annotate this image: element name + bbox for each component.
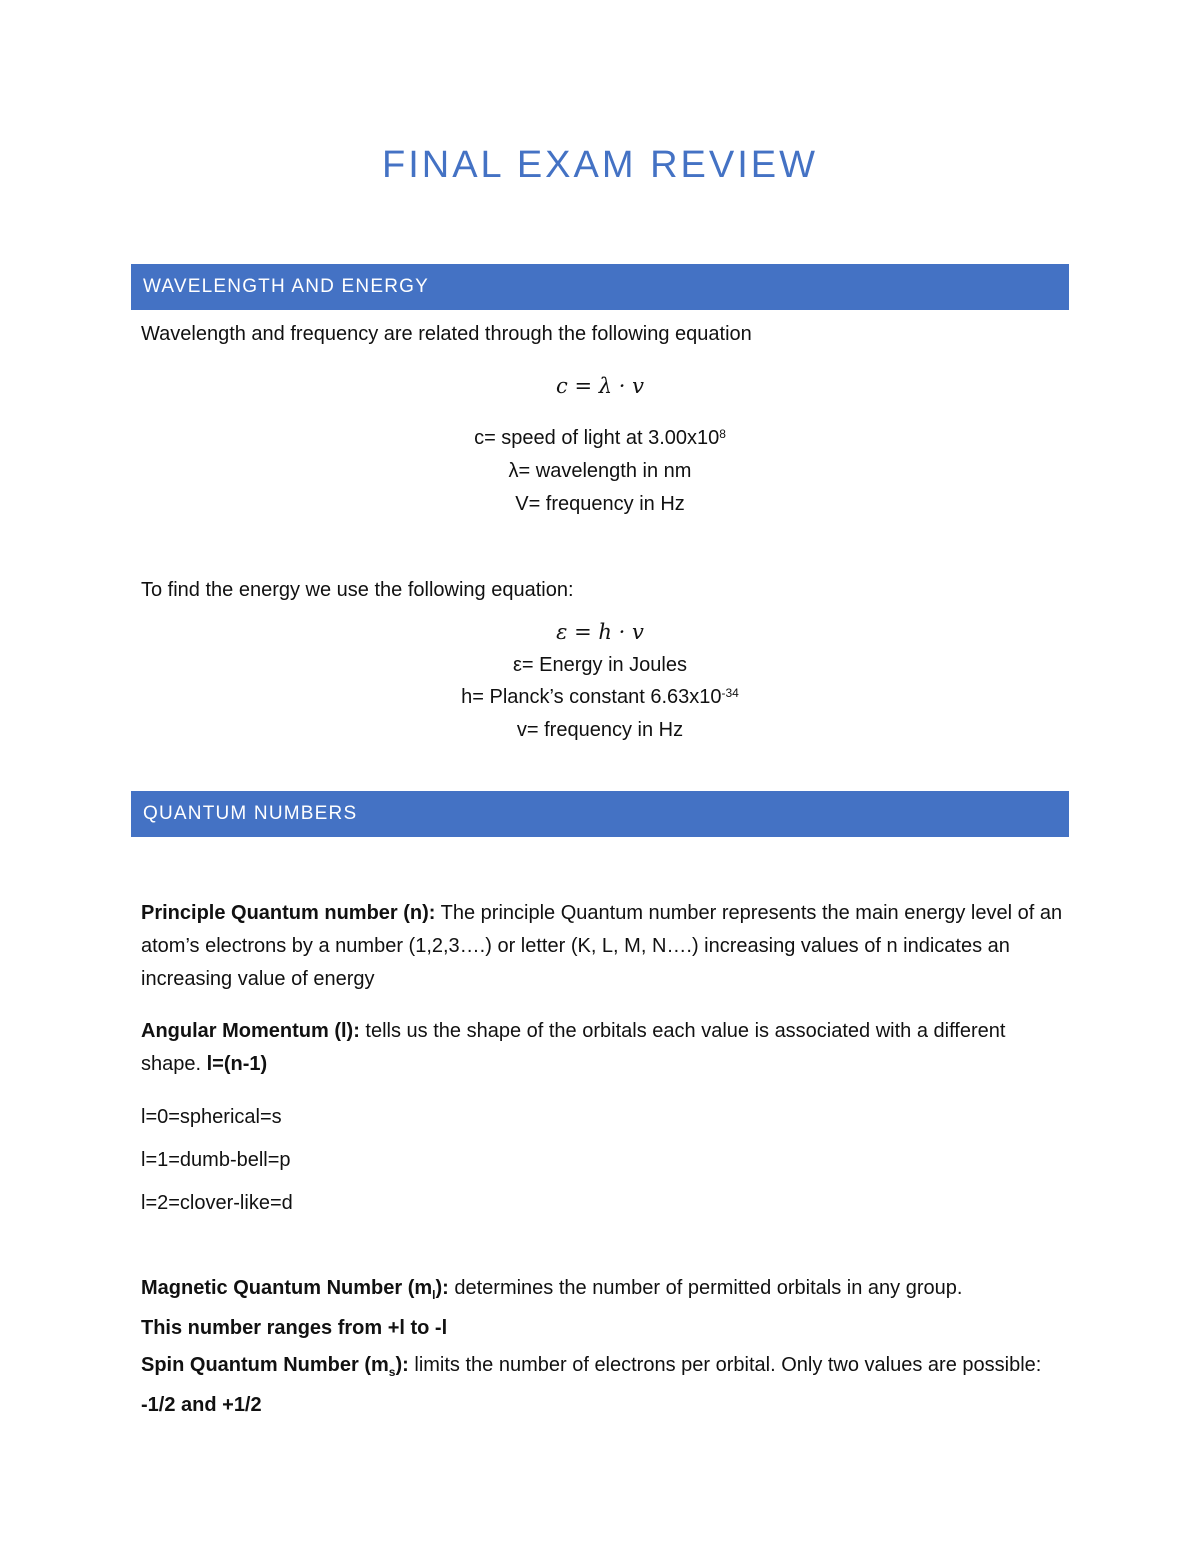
shape-item-p: l=1=dumb-bell=p (141, 1149, 291, 1171)
section-header-quantum-numbers: QUANTUM NUMBERS (131, 791, 1069, 837)
spin-quantum-text: limits the number of electrons per orbital. Only two values are possible: (408, 1354, 1042, 1376)
section-header-wavelength-energy: WAVELENGTH AND ENERGY (131, 264, 1069, 310)
principle-quantum-term: Principle Quantum number (n): (141, 902, 436, 924)
speed-of-light-equation: c = λ · v (556, 374, 644, 398)
spin-quantum-term (141, 1354, 409, 1379)
v-definition: V= frequency in Hz (515, 493, 685, 515)
energy-definition: ε= Energy in Joules (512, 654, 687, 676)
magnetic-term-a: Magnetic Quantum Number (m (141, 1277, 433, 1299)
page-title: FINAL EXAM REVIEW (382, 144, 818, 186)
spin-term-a: Spin Quantum Number (m (141, 1354, 389, 1376)
angular-momentum-term: Angular Momentum (l): (141, 1020, 360, 1042)
spin-quantum-paragraph (141, 1349, 1066, 1422)
spin-term-sub: s (388, 1365, 396, 1379)
planck-definition-text: h= Planck’s constant 6.63x10 (461, 686, 722, 708)
angular-momentum-paragraph (141, 1015, 1066, 1081)
energy-equation: ε = h · v (556, 620, 644, 644)
angular-momentum-text: tells us the shape of the orbitals each value is associated with a different shape. (141, 1020, 1006, 1075)
frequency-definition: v= frequency in Hz (516, 719, 684, 741)
angular-momentum-formula: l=(n-1) (206, 1053, 268, 1075)
magnetic-term-sub: l (432, 1288, 436, 1302)
planck-definition-exponent: -34 (721, 686, 739, 700)
principle-quantum-text: The principle Quantum number represents the main energy level of an atom’s electrons by a number (1,2,3….) or letter (K, L, M, N….) increasing values of n indicates an increasing value of energy (141, 902, 1063, 990)
planck-definition (0, 681, 1200, 714)
magnetic-quantum-text: determines the number of permitted orbitals in any group. (448, 1277, 963, 1299)
lambda-definition: λ= wavelength in nm (508, 460, 692, 482)
magnetic-term-b: ): (435, 1277, 449, 1299)
shape-item-s: l=0=spherical=s (141, 1106, 282, 1128)
magnetic-quantum-term (141, 1277, 449, 1302)
magnetic-quantum-paragraph (141, 1272, 1066, 1345)
c-definition-text: c= speed of light at 3.00x10 (474, 427, 720, 449)
c-definition (0, 422, 1200, 455)
spin-term-b: ): (395, 1354, 409, 1376)
wavelength-intro: Wavelength and frequency are related through the following equation (141, 323, 752, 345)
spin-quantum-values: -1/2 and +1/2 (141, 1394, 262, 1416)
energy-intro: To find the energy we use the following equation: (141, 579, 574, 601)
magnetic-quantum-range: This number ranges from +l to -l (141, 1317, 448, 1339)
principle-quantum-paragraph (141, 897, 1066, 996)
c-definition-exponent: 8 (719, 427, 726, 441)
shape-item-d: l=2=clover-like=d (141, 1192, 293, 1214)
